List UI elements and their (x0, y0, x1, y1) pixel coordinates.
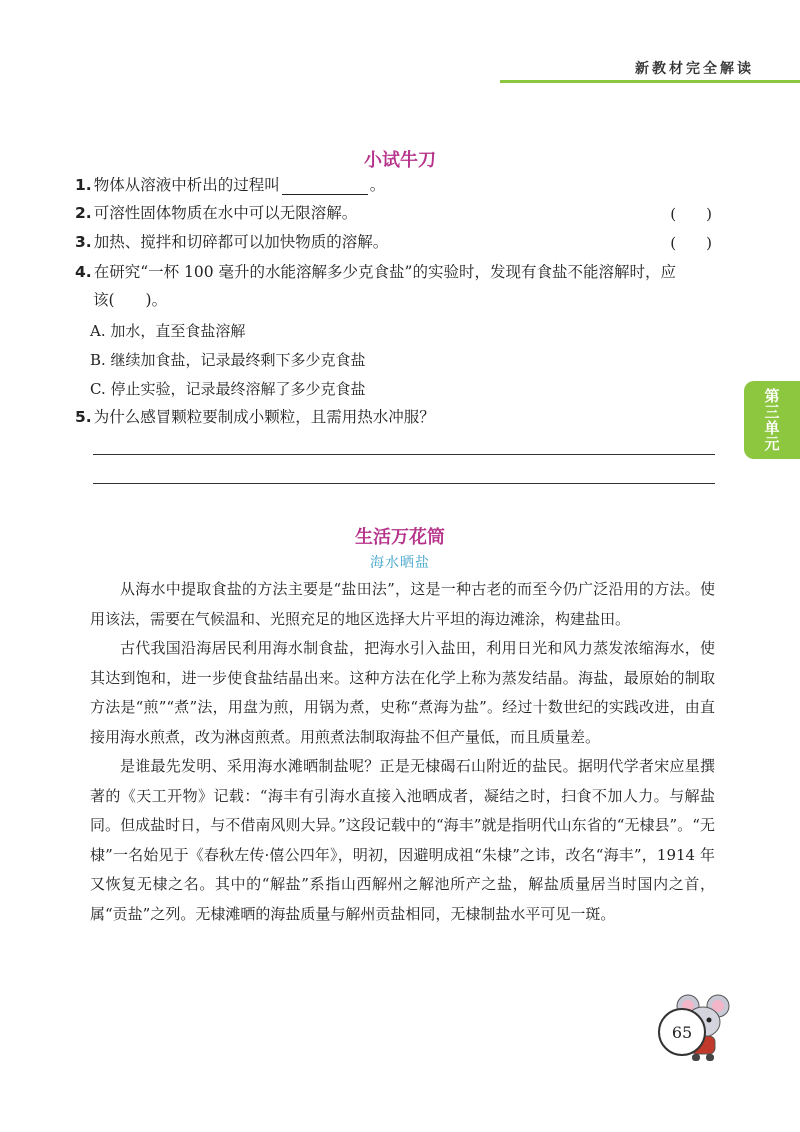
question-2 (75, 203, 357, 223)
section-title-practice: 小试牛刀 (364, 150, 436, 171)
question-text: 物体从溶液中析出的过程叫 (93, 176, 280, 194)
question-text: 加热、搅拌和切碎都可以加快物质的溶解。 (93, 233, 389, 251)
option-c: C. 停止实验，记录最终溶解了多少克食盐 (90, 380, 366, 398)
article-paragraph: 从海水中提取食盐的方法主要是“盐田法”，这是一种古老的而至今仍广泛沿用的方法。使用该法，需要在气候温和、光照充足的地区选择大片平坦的海边滩涂，构建盐田。 (90, 580, 715, 628)
unit-tab (744, 381, 800, 459)
question-4-continued: 该( )。 (93, 291, 168, 309)
question-text: 可溶性固体物质在水中可以无限溶解。 (93, 204, 358, 222)
question-3 (75, 232, 388, 252)
answer-line[interactable] (93, 454, 715, 455)
option-a: A. 加水，直至食盐溶解 (90, 322, 246, 340)
question-5 (75, 407, 435, 427)
answer-parentheses[interactable]: ( ) (670, 205, 712, 223)
article-paragraph: 是谁最先发明、采用海水滩晒制盐呢？正是无棣碣石山附近的盐民。据明代学者宋应星撰著的《天工开物》记载：“海丰有引海水直接入池晒成者，凝结之时，扫食不加人力。与解盐同。但成盐时日，与不借南风则大异。”这段记载中的“海丰”就是指明代山东省的“无棣县”。“无棣”一名始见于《春秋左传·僖公四年》，明初，因避明成祖“朱棣”之讳，改名“海丰”，1914 年又恢复无棣之名。其中的“解盐”系指山西解州之解池所产之盐，解盐质量居当时国内之首，属“贡盐”之列。无棣滩晒的海盐质量与解州贡盐相同，无棣制盐水平可见一斑。 (90, 757, 715, 923)
series-title: 新教材完全解读 (635, 61, 754, 77)
answer-blank[interactable] (282, 179, 368, 195)
article-paragraph: 古代我国沿海居民利用海水制食盐，把海水引入盐田，利用日光和风力蒸发浓缩海水，使其达到饱和，进一步使食盐结晶出来。这种方法在化学上称为蒸发结晶。海盐，最原始的制取方法是“煎”“煮”法，用盘为煎，用锅为煮，史称“煮海为盐”。经过十数世纪的实践改进，由直接用海水煎煮，改为淋卤煎煮。用煎煮法制取海盐不但产量低，而且质量差。 (90, 639, 715, 746)
question-number: 1. (75, 176, 92, 194)
section-title-life: 生活万花筒 (355, 527, 445, 548)
question-text: 为什么感冒颗粒要制成小颗粒，且需用热水冲服？ (93, 408, 435, 426)
header-rule (500, 80, 800, 83)
unit-tab-label: 第三单元 (762, 388, 781, 452)
option-b: B. 继续加食盐，记录最终剩下多少克食盐 (90, 351, 366, 369)
question-4 (75, 262, 676, 282)
article-title: 海水晒盐 (370, 555, 430, 571)
question-number: 5. (75, 408, 92, 426)
question-number: 4. (75, 263, 92, 281)
answer-line[interactable] (93, 483, 715, 484)
question-number: 2. (75, 204, 92, 222)
question-1 (75, 175, 385, 195)
question-text-end: 。 (369, 176, 386, 194)
page-number: 65 (658, 1008, 706, 1056)
question-number: 3. (75, 233, 92, 251)
answer-parentheses[interactable]: ( ) (670, 234, 712, 252)
question-text: 在研究“一杯 100 毫升的水能溶解多少克食盐”的实验时，发现有食盐不能溶解时，应 (93, 263, 676, 281)
